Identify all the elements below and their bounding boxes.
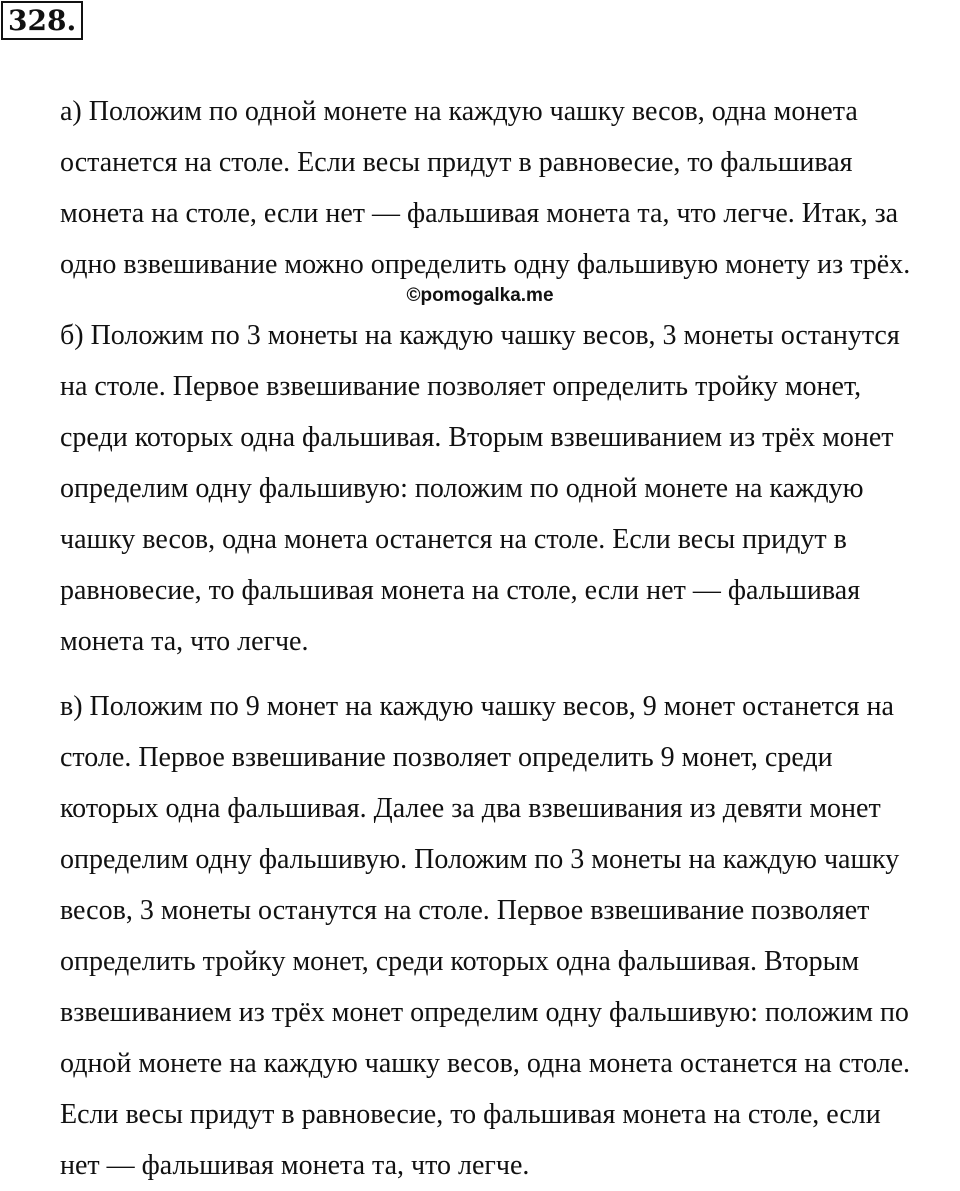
- text-line: монета та, что легче.: [60, 626, 309, 657]
- text-line: среди которых одна фальшивая. Вторым взвешиванием из трёх монет: [60, 422, 894, 453]
- text-line: в) Положим по 9 монет на каждую чашку весов, 9 монет останется на: [60, 691, 894, 722]
- text-line: б) Положим по 3 монеты на каждую чашку весов, 3 монеты останутся: [60, 320, 900, 351]
- paragraph-b: [60, 310, 900, 667]
- text-line: монета на столе, если нет — фальшивая монета та, что легче. Итак, за: [60, 198, 899, 229]
- watermark: ©pomogalka.me: [406, 285, 554, 306]
- text-line: одно взвешивание можно определить одну фальшивую монету из трёх.: [60, 249, 911, 280]
- paragraph-c: [60, 681, 910, 1191]
- text-line: нет — фальшивая монета та, что легче.: [60, 1150, 530, 1181]
- text-line: а) Положим по одной монете на каждую чашку весов, одна монета: [60, 96, 858, 127]
- text-line: определить тройку монет, среди которых одна фальшивая. Вторым: [60, 946, 860, 977]
- text-line: одной монете на каждую чашку весов, одна монета останется на столе.: [60, 1048, 910, 1079]
- text-line: останется на столе. Если весы придут в равновесие, то фальшивая: [60, 147, 853, 178]
- text-line: взвешиванием из трёх монет определим одну фальшивую: положим по: [60, 997, 909, 1028]
- paragraph-a: [60, 86, 960, 290]
- text-line: равновесие, то фальшивая монета на столе, если нет — фальшивая: [60, 575, 861, 606]
- problem-number: 328.: [1, 1, 83, 40]
- text-line: Если весы придут в равновесие, то фальшивая монета на столе, если: [60, 1099, 881, 1130]
- text-line: которых одна фальшивая. Далее за два взвешивания из девяти монет: [60, 793, 881, 824]
- text-line: определим одну фальшивую. Положим по 3 монеты на каждую чашку: [60, 844, 900, 875]
- text-line: столе. Первое взвешивание позволяет определить 9 монет, среди: [60, 742, 833, 773]
- text-line: определим одну фальшивую: положим по одной монете на каждую: [60, 473, 864, 504]
- text-line: чашку весов, одна монета останется на столе. Если весы придут в: [60, 524, 847, 555]
- text-line: на столе. Первое взвешивание позволяет определить тройку монет,: [60, 371, 862, 402]
- text-line: весов, 3 монеты останутся на столе. Первое взвешивание позволяет: [60, 895, 870, 926]
